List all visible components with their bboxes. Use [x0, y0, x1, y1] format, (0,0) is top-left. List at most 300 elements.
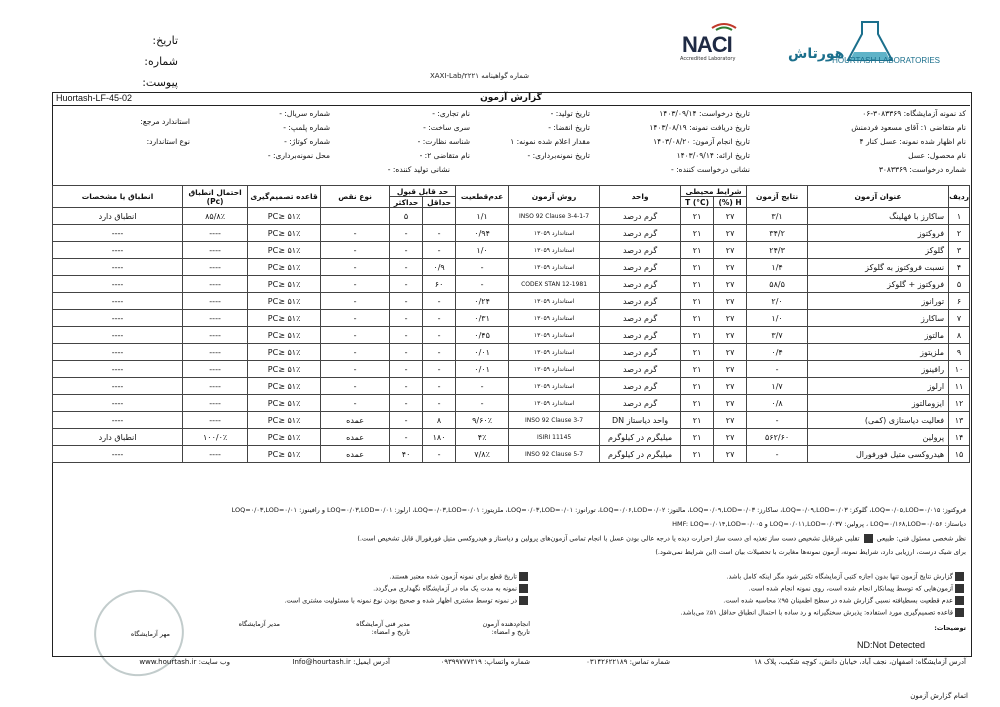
cell-method: استاندارد ۱۳۰۵۹ [509, 242, 600, 259]
cell-method: INSO 92 Clause 3-7 [509, 412, 600, 429]
table-row [53, 378, 970, 395]
cell-h: ۲۷ [714, 395, 747, 412]
cell-conform: ---- [53, 293, 183, 310]
checkbox-icon [519, 572, 528, 581]
col-t: T (°C) [681, 197, 714, 208]
cell-n: ۱۳ [949, 412, 970, 429]
info-field: تاریخ دریافت نمونه: ۱۴۰۳/۰۸/۱۹ [649, 123, 750, 132]
info-field: نشانی تولید کننده: - [387, 165, 450, 174]
cell-min: ۰/۹ [423, 259, 456, 276]
cell-prob: ۸۵/۸٪ [183, 208, 248, 225]
lod-line: دیاستاز: LOQ=۰/۱۶۸,LOD=۰/۰۵۶ ، پرولین: LOQ=۰/۰۱۱,LOD=۰/۰۳۷ و HMF: LOQ=۰/۰۱۴,LOD=۰/۰۰۵ [672, 520, 966, 528]
cell-decision: ۵۱٪ ≤PC [248, 276, 321, 293]
col-prob: احتمال انطباق (Pc) [183, 186, 248, 208]
cell-conform: ---- [53, 412, 183, 429]
cell-conform: ---- [53, 276, 183, 293]
info-field: سری ساخت: - [423, 123, 470, 132]
cell-h: ۲۷ [714, 208, 747, 225]
cell-max: - [390, 276, 423, 293]
cell-title: مالتوز [808, 327, 949, 344]
col-h: H (%) [714, 197, 747, 208]
cell-unit: گرم درصد [600, 310, 681, 327]
cell-title: نسبت فروکتوز به گلوکز [808, 259, 949, 276]
cell-n: ۶ [949, 293, 970, 310]
checkbox-icon [955, 584, 964, 593]
report-end: اتمام گزارش آزمون [910, 692, 968, 700]
cell-t: ۲۱ [681, 412, 714, 429]
cell-max: ۵ [390, 208, 423, 225]
cell-unit: میلیگرم در کیلوگرم [600, 429, 681, 446]
reference-block [118, 30, 178, 93]
cell-h: ۲۷ [714, 412, 747, 429]
info-field: تاریخ درخواست: ۱۴۰۳/۰۹/۱۴ [659, 109, 750, 118]
cell-uncert: ۰/۳۱ [456, 310, 509, 327]
cell-title: فروکتوز + گلوکز [808, 276, 949, 293]
cell-t: ۲۱ [681, 327, 714, 344]
info-field: شماره سریال: - [279, 109, 330, 118]
cell-conform: انطباق دارد [53, 208, 183, 225]
info-field: محل نمونه‌برداری: - [267, 151, 330, 160]
cell-defect: عمده [321, 412, 390, 429]
cell-min: - [423, 225, 456, 242]
cell-prob: ---- [183, 310, 248, 327]
table-row [53, 327, 970, 344]
info-field: نام اظهار شده نمونه: عسل کنار ۴ [859, 137, 966, 146]
contact-bar [52, 656, 970, 669]
cell-decision: ۵۱٪ ≤PC [248, 344, 321, 361]
cell-t: ۲۱ [681, 310, 714, 327]
cell-defect: - [321, 361, 390, 378]
cell-max: - [390, 395, 423, 412]
cell-title: هیدروکسی متیل فورفورال [808, 446, 949, 463]
col-result: نتایج آزمون [747, 186, 808, 208]
col-method: روش آزمون [509, 186, 600, 208]
cell-uncert: ۰/۴۵ [456, 327, 509, 344]
checkbox-icon [864, 534, 873, 543]
table-row [53, 225, 970, 242]
table-row [53, 242, 970, 259]
col-decision: قاعده تصمیم‌گیری [248, 186, 321, 208]
cell-h: ۲۷ [714, 276, 747, 293]
note: در نمونه توسط مشتری اظهار شده و صحیح بودن نوع نمونه با مسئولیت مشتری است. [284, 596, 530, 605]
cell-t: ۲۱ [681, 259, 714, 276]
info-field: کد نمونه آزمایشگاه: ۳۰۸۳۳۶۹-۰۶ [862, 109, 966, 118]
naci-text: NACI [682, 32, 732, 57]
col-env: شرایط محیطی [681, 186, 747, 197]
cell-result: ۳۴/۲ [747, 225, 808, 242]
nd-legend: ND:Not Detected [857, 640, 926, 650]
cell-conform: ---- [53, 327, 183, 344]
cell-h: ۲۷ [714, 225, 747, 242]
info-field: تاریخ تولید: - [550, 109, 590, 118]
cell-prob: ---- [183, 259, 248, 276]
note: قاعده تصمیم‌گیری مورد استفاده: پذیرش سختگیرانه و رد ساده با احتمال انطباق حداقل ۵۱٪ می‌باشد. [681, 608, 966, 617]
cell-h: ۲۷ [714, 310, 747, 327]
performer-sign: انجام‌دهنده آزمون تاریخ و امضاء: [482, 620, 530, 636]
info-field: نام تجاری: - [432, 109, 470, 118]
cell-unit: گرم درصد [600, 225, 681, 242]
cell-max: - [390, 344, 423, 361]
cell-result: ۳/۷ [747, 327, 808, 344]
cell-decision: ۵۱٪ ≤PC [248, 310, 321, 327]
table-row [53, 344, 970, 361]
cell-h: ۲۷ [714, 293, 747, 310]
cell-unit: گرم درصد [600, 378, 681, 395]
cell-unit: میلیگرم در کیلوگرم [600, 446, 681, 463]
note: عدم قطعیت بسطیافته نسبی گزارش شده در سطح اطمینان ۹۵٪ محاسبه شده است. [723, 596, 966, 605]
cell-defect: - [321, 395, 390, 412]
cell-unit: گرم درصد [600, 327, 681, 344]
cell-max: - [390, 225, 423, 242]
col-uncert: عدم‌قطعیت [456, 186, 509, 208]
cell-t: ۲۱ [681, 361, 714, 378]
info-field: نشانی درخواست کننده: - [671, 165, 750, 174]
cell-n: ۴ [949, 259, 970, 276]
naci-subtext: Accredited Laboratory [680, 56, 736, 62]
cell-decision: ۵۱٪ ≤PC [248, 395, 321, 412]
info-field: نام محصول: عسل [908, 151, 966, 160]
cell-method: استاندارد ۱۳۰۵۹ [509, 344, 600, 361]
cell-prob: ---- [183, 276, 248, 293]
type-line: نظر شخصی مسئول فنی: طبیعی تقلبی غیرقابل تشخیص دست ساز تغذیه ای دست ساز (حرارت دیده یا درجه عالی بودن عسل با انجام تمامی آزمون‌های پرولین و دیاستاز و هیدروکسی متیل فورفورال قابل تشخیص است.) [357, 534, 966, 543]
checkbox-icon [519, 584, 528, 593]
col-limits: حد قابل قبول [390, 186, 456, 197]
note: گزارش نتایج آزمون تنها بدون اجازه کتبی آزمایشگاه تکثیر شود مگر اینکه کامل باشد. [727, 572, 967, 581]
cell-title: تورانوز [808, 293, 949, 310]
cell-defect: - [321, 378, 390, 395]
cell-title: گلوکز [808, 242, 949, 259]
cell-min [423, 208, 456, 225]
cell-h: ۲۷ [714, 344, 747, 361]
cell-decision: ۵۱٪ ≤PC [248, 378, 321, 395]
cell-result: ۲/۰ [747, 293, 808, 310]
cell-unit: گرم درصد [600, 276, 681, 293]
accreditation-number: XAXI-Lab/۲۲۲۱ شماره گواهینامه [430, 72, 529, 80]
cell-max: - [390, 412, 423, 429]
cell-uncert: - [456, 276, 509, 293]
cell-defect: - [321, 327, 390, 344]
cell-conform: ---- [53, 344, 183, 361]
cell-prob: ---- [183, 225, 248, 242]
cell-result: ۲۴/۳ [747, 242, 808, 259]
cell-uncert: ۹/۶۰٪ [456, 412, 509, 429]
cell-method: استاندارد ۱۳۰۵۹ [509, 378, 600, 395]
table-row [53, 293, 970, 310]
cell-uncert: ۰/۰۱ [456, 361, 509, 378]
cell-n: ۸ [949, 327, 970, 344]
table-row [53, 208, 970, 225]
cell-uncert: ۱/۰ [456, 242, 509, 259]
cell-decision: ۵۱٪ ≤PC [248, 293, 321, 310]
cell-min: - [423, 378, 456, 395]
cell-unit: گرم درصد [600, 344, 681, 361]
cell-defect: - [321, 344, 390, 361]
cell-decision: ۵۱٪ ≤PC [248, 259, 321, 276]
lod-line: فروکتوز: LOQ=۰/۰۵,LOD=۰/۰۱۵، گلوکز: LOQ=۰/۰۹,LOD=۰/۰۳، ساکارز: LOQ=۰/۰۹,LOD=۰/۰۳، مالتوز: LOQ=۰/۰۶,LOD=۰/۰۲، تورانوز: LOQ=۰/۰۳,LOD=۰/۰۱، ملزیتوز: LOQ=۰/۰۳,LOD=۰/۰۱، ارلوز: LOQ=۰/۰۳,LOD=۰/۰۱ و رافینوز: LOQ=۰/۰۳,LOD=۰/۰۱ [231, 506, 966, 514]
cell-result: ۱/۰ [747, 310, 808, 327]
checkbox-icon [519, 596, 528, 605]
cell-title: ایزومالتوز [808, 395, 949, 412]
info-field: مقدار اعلام شده نمونه: ۱ [510, 137, 590, 146]
cell-t: ۲۱ [681, 446, 714, 463]
cell-t: ۲۱ [681, 378, 714, 395]
cell-defect: - [321, 276, 390, 293]
manager-sign: مدیر فنی آزمایشگاه تاریخ و امضاء: [356, 620, 410, 636]
cell-n: ۹ [949, 344, 970, 361]
cell-method: INSO 92 Clause 5-7 [509, 446, 600, 463]
cell-prob: ---- [183, 344, 248, 361]
cell-title: رافینوز [808, 361, 949, 378]
info-field: نوع استاندارد: [146, 137, 190, 146]
cell-conform: ---- [53, 225, 183, 242]
cell-max: ۴۰ [390, 446, 423, 463]
table-row [53, 276, 970, 293]
cell-prob: ---- [183, 395, 248, 412]
cell-unit: گرم درصد [600, 259, 681, 276]
checkbox-icon [955, 608, 964, 617]
info-field: تاریخ انقضا: - [548, 123, 590, 132]
cell-min: ۱۸۰ [423, 429, 456, 446]
checkbox-icon [955, 572, 964, 581]
date-label: تاریخ: [152, 34, 178, 47]
cell-defect: - [321, 242, 390, 259]
cell-result: ۵۶۲/۶۰ [747, 429, 808, 446]
cell-unit: گرم درصد [600, 208, 681, 225]
info-field: شناسه نظارت: - [417, 137, 470, 146]
hourtash-en: HOURTASH LABORATORIES [832, 56, 940, 65]
cell-n: ۳ [949, 242, 970, 259]
cell-defect: - [321, 293, 390, 310]
cell-prob: ---- [183, 446, 248, 463]
col-row: ردیف [949, 186, 970, 208]
cell-prob: ---- [183, 242, 248, 259]
col-defect: نوع نقص [321, 186, 390, 208]
cell-conform: ---- [53, 395, 183, 412]
whatsapp: شماره واتساپ: ۰۹۳۹۹۷۷۷۲۱۹ [440, 658, 530, 666]
cell-max: - [390, 310, 423, 327]
cell-defect: - [321, 225, 390, 242]
cell-decision: ۵۱٪ ≤PC [248, 429, 321, 446]
cell-conform: ---- [53, 378, 183, 395]
cell-n: ۲ [949, 225, 970, 242]
cell-uncert: ۰/۹۴ [456, 225, 509, 242]
cell-n: ۱ [949, 208, 970, 225]
cell-h: ۲۷ [714, 378, 747, 395]
cell-decision: ۵۱٪ ≤PC [248, 208, 321, 225]
cell-max: - [390, 259, 423, 276]
info-field: تاریخ انجام آزمون: ۱۴۰۳/۰۸/۲۰ [653, 137, 750, 146]
table-row [53, 412, 970, 429]
cell-result: ۵۸/۵ [747, 276, 808, 293]
cell-conform: ---- [53, 259, 183, 276]
cell-min: - [423, 361, 456, 378]
cell-n: ۱۰ [949, 361, 970, 378]
info-field: نام متقاضی ۲: - [419, 151, 470, 160]
cell-prob: ---- [183, 293, 248, 310]
cell-max: - [390, 378, 423, 395]
cell-defect [321, 208, 390, 225]
cell-prob: ۱۰۰/۰٪ [183, 429, 248, 446]
sample-info [52, 106, 970, 186]
cell-result: - [747, 361, 808, 378]
info-field: نام متقاضی ۱: آقای مسعود فردمنش [851, 123, 966, 132]
cell-method: استاندارد ۱۳۰۵۹ [509, 225, 600, 242]
cell-method: استاندارد ۱۳۰۵۹ [509, 293, 600, 310]
cell-title: ملزیتوز [808, 344, 949, 361]
cell-conform: ---- [53, 310, 183, 327]
cell-max: - [390, 242, 423, 259]
website-link[interactable]: وب سایت: www.hourtash.ir [139, 658, 230, 666]
fail-line: برای شیک درست، ارزیابی دارد، شرایط نمونه، آزمون نمونه‌ها مغایرت با تحصیلات بیان است (این شرایط نمی‌شود.) [655, 548, 966, 556]
cell-uncert: - [456, 378, 509, 395]
stamp-label: مهر آزمایشگاه [130, 630, 170, 638]
cell-n: ۷ [949, 310, 970, 327]
cell-min: ۸ [423, 412, 456, 429]
results-table [52, 185, 970, 463]
cell-uncert: ۴٪ [456, 429, 509, 446]
cell-min: - [423, 344, 456, 361]
cell-prob: ---- [183, 412, 248, 429]
cell-n: ۵ [949, 276, 970, 293]
cell-unit: گرم درصد [600, 395, 681, 412]
email-link[interactable]: آدرس ایمیل: Info@hourtash.ir [292, 658, 390, 666]
cell-max: - [390, 361, 423, 378]
cell-min: - [423, 327, 456, 344]
cell-min: - [423, 310, 456, 327]
attachment-label: پیوست: [142, 76, 178, 89]
hourtash-fa: هورتاش [788, 46, 845, 62]
cell-conform: ---- [53, 361, 183, 378]
info-field: شماره درخواست: ۳۰۸۳۳۶۹ [878, 165, 966, 174]
cell-method: استاندارد ۱۳۰۵۹ [509, 395, 600, 412]
cell-n: ۱۲ [949, 395, 970, 412]
cell-conform: انطباق دارد [53, 429, 183, 446]
cell-h: ۲۷ [714, 361, 747, 378]
cell-prob: ---- [183, 361, 248, 378]
cell-decision: ۵۱٪ ≤PC [248, 446, 321, 463]
cell-uncert: ۰/۲۴ [456, 293, 509, 310]
footer-notes [52, 568, 970, 656]
cell-t: ۲۱ [681, 344, 714, 361]
cell-n: ۱۱ [949, 378, 970, 395]
table-row [53, 429, 970, 446]
cell-max: - [390, 293, 423, 310]
report-header [52, 92, 970, 106]
cell-title: فعالیت دیاستازی (کمی) [808, 412, 949, 429]
cell-unit: گرم درصد [600, 242, 681, 259]
cell-defect: - [321, 310, 390, 327]
cell-result: ۳/۱ [747, 208, 808, 225]
cell-min: ۶۰ [423, 276, 456, 293]
cell-result: ۱/۴ [747, 259, 808, 276]
cell-n: ۱۴ [949, 429, 970, 446]
cell-min: - [423, 446, 456, 463]
cell-t: ۲۱ [681, 429, 714, 446]
cell-uncert: - [456, 259, 509, 276]
cell-title: پرولین [808, 429, 949, 446]
cell-title: ساکارز با فهلینگ [808, 208, 949, 225]
cell-h: ۲۷ [714, 446, 747, 463]
table-row [53, 310, 970, 327]
cell-method: استاندارد ۱۳۰۵۹ [509, 310, 600, 327]
cell-min: - [423, 395, 456, 412]
phone: شماره تماس: ۰۳۱۴۲۶۲۲۱۸۹ [586, 658, 670, 666]
cell-max: - [390, 429, 423, 446]
cell-h: ۲۷ [714, 429, 747, 446]
col-unit: واحد [600, 186, 681, 208]
cell-result: ۱/۷ [747, 378, 808, 395]
info-field: شماره کوتاژ: - [284, 137, 330, 146]
cell-title: ساکارز [808, 310, 949, 327]
cell-decision: ۵۱٪ ≤PC [248, 242, 321, 259]
cell-decision: ۵۱٪ ≤PC [248, 412, 321, 429]
cell-title: ارلوز [808, 378, 949, 395]
address: آدرس آزمایشگاه: اصفهان، نجف آباد، خیابان دانش، کوچه شکیب، پلاک ۱۸ [754, 658, 966, 666]
cell-result: ۰/۴ [747, 344, 808, 361]
cell-prob: ---- [183, 327, 248, 344]
cell-uncert: ۷/۸٪ [456, 446, 509, 463]
cell-t: ۲۱ [681, 293, 714, 310]
cell-method: استاندارد ۱۳۰۵۹ [509, 361, 600, 378]
remarks-label: توضیحات: [934, 624, 966, 632]
cell-h: ۲۷ [714, 259, 747, 276]
info-field: تاریخ ارائه: ۱۴۰۳/۰۹/۱۴ [676, 151, 750, 160]
cell-result: - [747, 446, 808, 463]
info-field: تاریخ نمونه‌برداری: - [527, 151, 590, 160]
cell-uncert: ۰/۰۱ [456, 344, 509, 361]
cell-t: ۲۱ [681, 208, 714, 225]
cell-decision: ۵۱٪ ≤PC [248, 225, 321, 242]
cell-min: - [423, 242, 456, 259]
cell-method: استاندارد ۱۳۰۵۹ [509, 259, 600, 276]
cell-method: ISIRI 11145 [509, 429, 600, 446]
cell-method: CODEX STAN 12-1981 [509, 276, 600, 293]
naci-logo [672, 20, 762, 68]
lab-manager-sign: مدیر آزمایشگاه [238, 620, 280, 628]
info-field: استاندارد مرجع: [140, 117, 190, 126]
cell-unit: واحد دیاستاز DN [600, 412, 681, 429]
cell-unit: گرم درصد [600, 361, 681, 378]
col-title: عنوان آزمون [808, 186, 949, 208]
number-label: شماره: [144, 55, 178, 68]
cell-result: ۰/۸ [747, 395, 808, 412]
cell-defect: عمده [321, 446, 390, 463]
table-row [53, 395, 970, 412]
cell-decision: ۵۱٪ ≤PC [248, 361, 321, 378]
cell-unit: گرم درصد [600, 293, 681, 310]
cell-h: ۲۷ [714, 242, 747, 259]
cell-max: - [390, 327, 423, 344]
col-max: حداکثر [390, 197, 423, 208]
cell-method: استاندارد ۱۳۰۵۹ [509, 327, 600, 344]
col-conform: انطباق یا مشخصات [53, 186, 183, 208]
table-row [53, 259, 970, 276]
table-row [53, 446, 970, 463]
note: تاریخ قطع برای نمونه آزمون شده معتبر هستند. [390, 572, 530, 581]
report-title: گزارش آزمون [480, 93, 542, 103]
cell-decision: ۵۱٪ ≤PC [248, 327, 321, 344]
cell-defect: عمده [321, 429, 390, 446]
cell-t: ۲۱ [681, 395, 714, 412]
form-code: Huortash-LF-45-02 [56, 93, 133, 103]
checkbox-icon [955, 596, 964, 605]
cell-min: - [423, 293, 456, 310]
cell-result: - [747, 412, 808, 429]
col-min: حداقل [423, 197, 456, 208]
cell-prob: ---- [183, 378, 248, 395]
cell-method: INSO 92 Clause 3-4-1-7 [509, 208, 600, 225]
note: آزمون‌هایی که توسط پیمانکار انجام شده است، روی نمونه انجام شده است. [749, 584, 967, 593]
